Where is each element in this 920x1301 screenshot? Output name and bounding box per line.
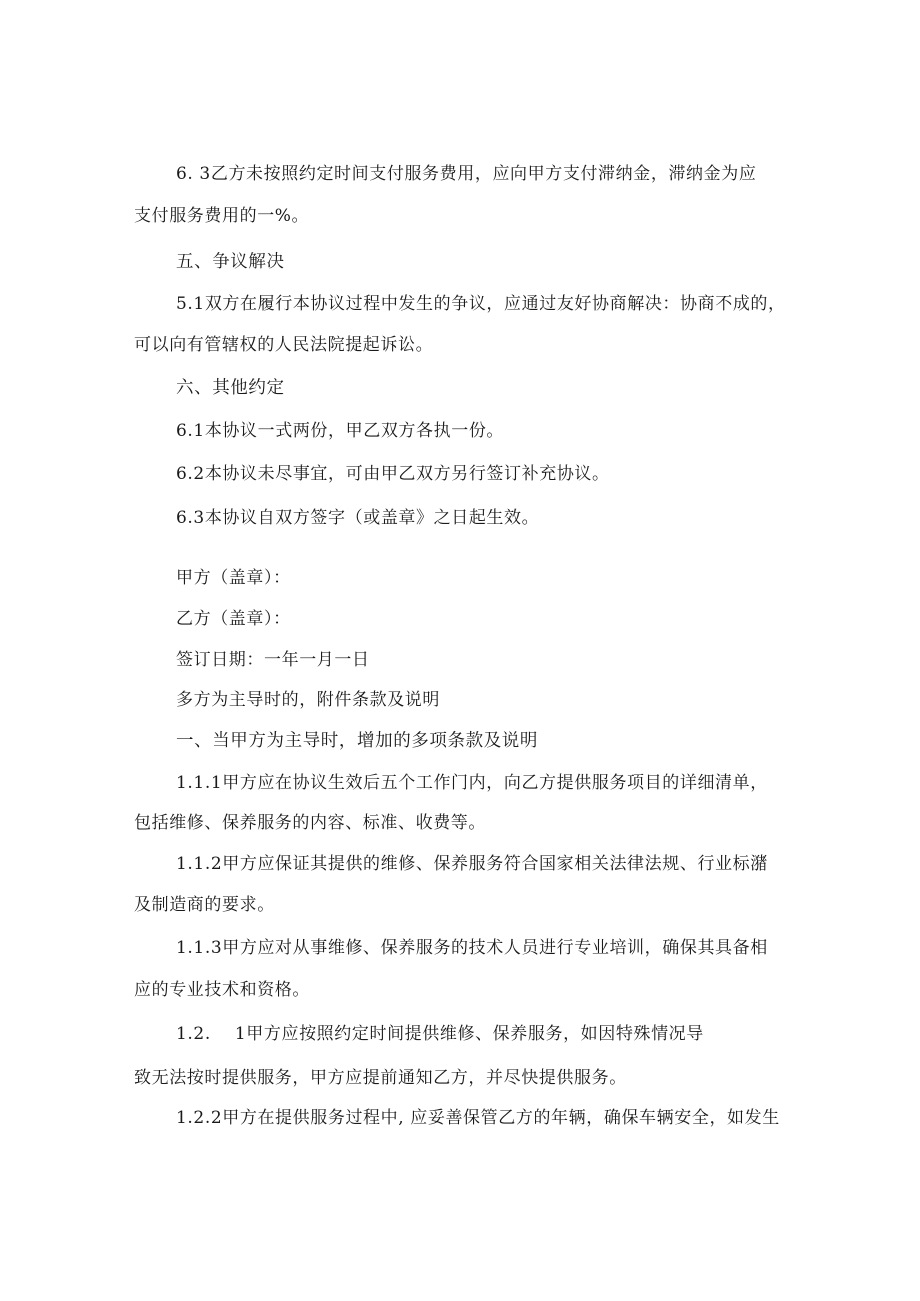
- section-5-heading: 五、争议解决: [176, 252, 285, 272]
- clause-1-2-2-line1: 1.2.2甲方在提供服务过程中, 应妥善保管乙方的年辆，确保车辆安全，如发生: [176, 1108, 780, 1128]
- clause-6-3-line2: 支付服务费用的一%。: [134, 206, 310, 226]
- clause-1-2-1-line2: 致无法按时提供服务，甲方应提前通知乙方，并尽快提供服务。: [134, 1068, 627, 1088]
- clause-6-1: 6.1本协议一式两份，甲乙双方各执一份。: [176, 421, 505, 441]
- party-a-seal: 甲方（盖章）：: [176, 568, 291, 588]
- appendix-heading: 一、当甲方为主导时，增加的多项条款及说明: [176, 731, 538, 751]
- clause-6-3-effective: 6.3本协议自双方签字（或盖章》之日起生效。: [176, 508, 540, 528]
- appendix-intro: 多方为主导时的，附件条款及说明: [176, 690, 440, 710]
- signing-date: 签订日期：一年一月一日: [176, 650, 370, 670]
- clause-1-1-1-line1: 1.1.1甲方应在协议生效后五个工作门内，向乙方提供服务项目的详细清单，: [176, 773, 768, 793]
- party-b-seal: 乙方（盖章）：: [176, 609, 291, 629]
- clause-6-2: 6.2本协议未尽事宜，可由甲乙双方另行签订补充协议。: [176, 464, 610, 484]
- clause-5-1-line2: 可以向有管辖权的人民法院提起诉讼。: [134, 335, 434, 355]
- clause-1-1-2-line1: 1.1.2甲方应保证其提供的维修、保养服务符合国家相关法律法规、行业标潴: [176, 854, 768, 874]
- clause-5-1-line1: 5.1双方在履行本协议过程中发生的争议，应通过友好协商解决：协商不成的，: [176, 294, 786, 314]
- clause-1-1-3-line1: 1.1.3甲方应对从事维修、保养服务的技术人员进行专业培训，确保其具备相: [176, 938, 768, 958]
- clause-1-1-1-line2: 包括维修、保养服务的内容、标准、收费等。: [134, 813, 486, 833]
- clause-1-2-1-line1: 1.2. 1甲方应按照约定时间提供维修、保养服务，如因特殊情况导: [176, 1024, 704, 1044]
- clause-6-3-line1: 6. 3乙方未按照约定时间支付服务费用，应向甲方支付滞纳金，滞纳金为应: [176, 164, 757, 184]
- clause-1-1-3-line2: 应的专业技术和资格。: [134, 980, 310, 1000]
- clause-1-1-2-line2: 及制造商的要求。: [134, 895, 275, 915]
- section-6-heading: 六、其他约定: [176, 378, 285, 398]
